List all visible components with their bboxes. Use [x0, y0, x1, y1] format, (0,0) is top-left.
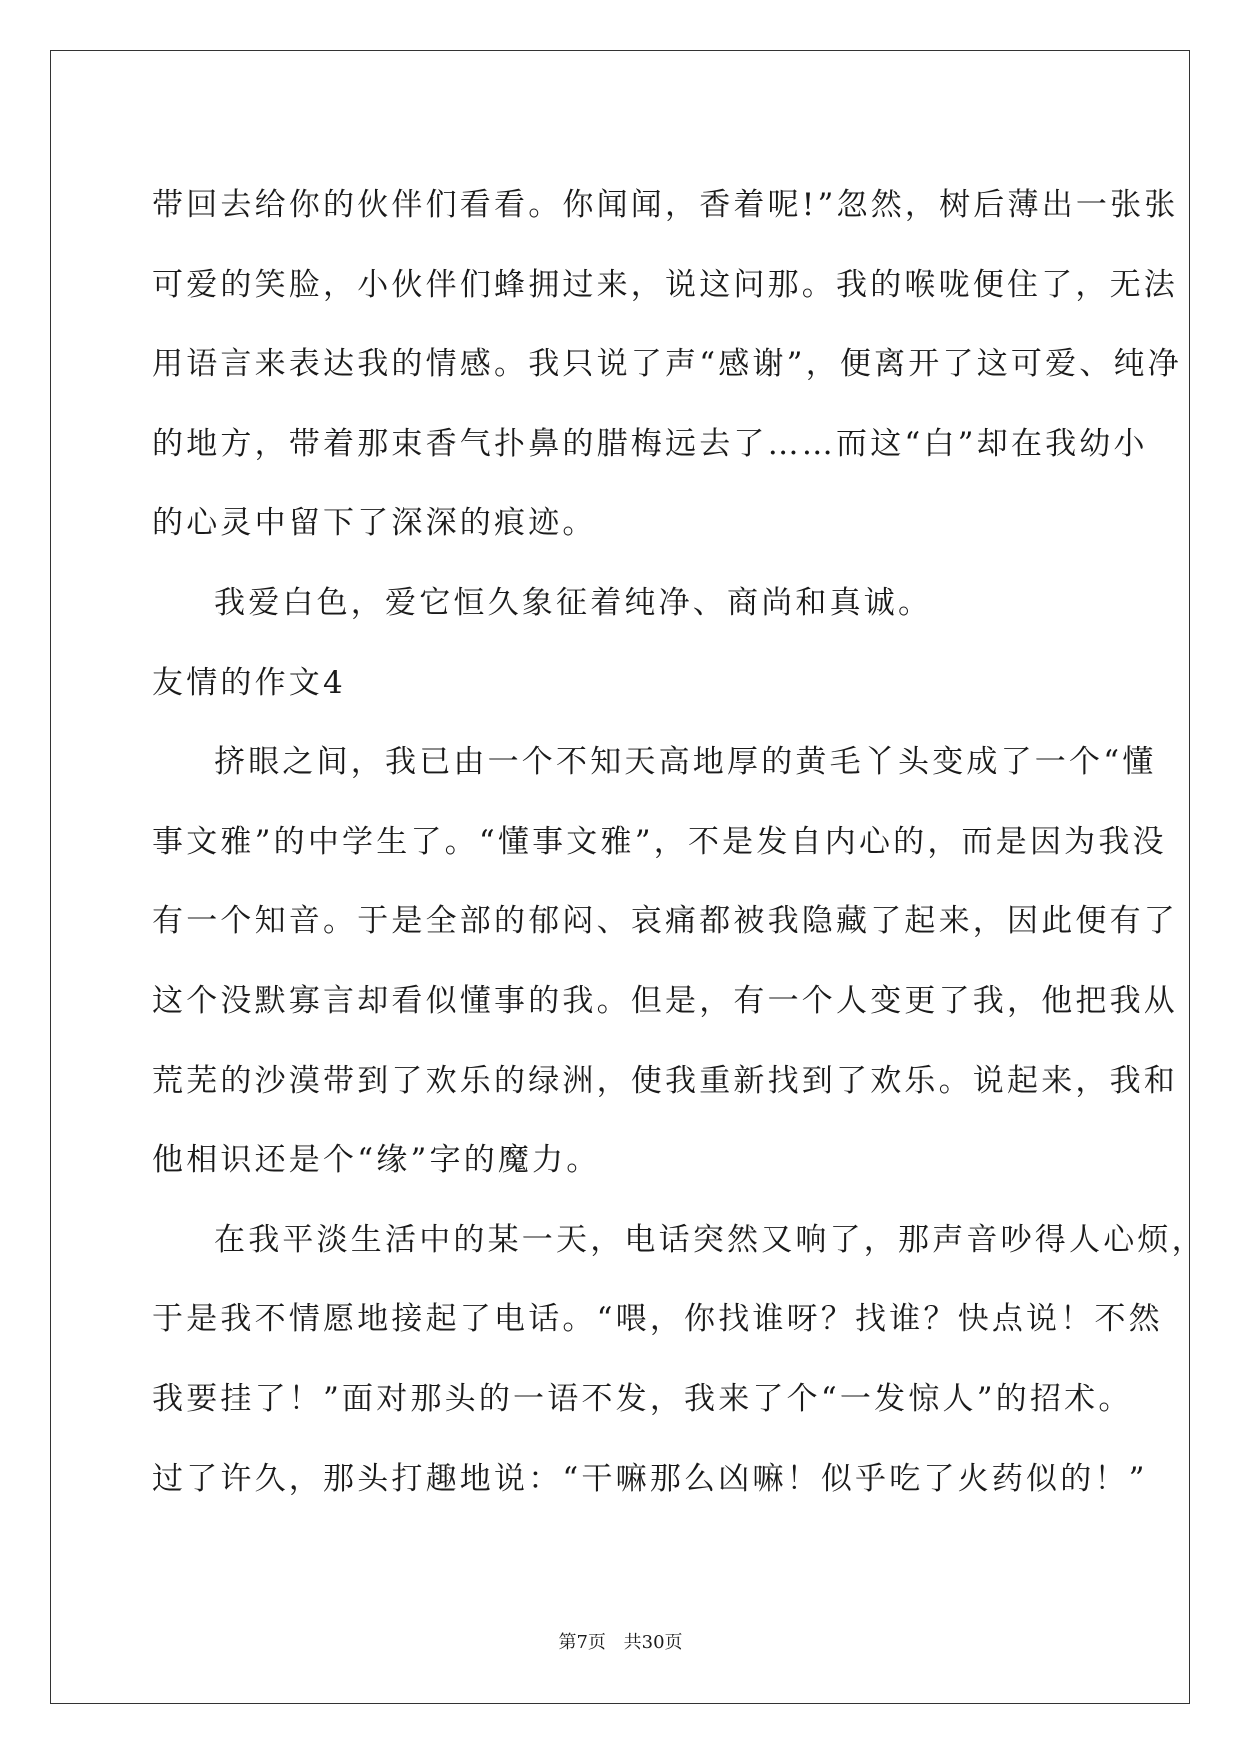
paragraph-line: 荒芜的沙漠带到了欢乐的绿洲，使我重新找到了欢乐。说起来，我和 [152, 1062, 1178, 1099]
paragraph-line: 我要挂了！”面对那头的一语不发，我来了个“一发惊人”的招术。 [152, 1380, 1133, 1417]
section-heading: 友情的作文4 [152, 664, 346, 701]
paragraph-line: 可爱的笑脸，小伙伴们蜂拥过来，说这问那。我的喉咙便住了，无法 [152, 266, 1178, 303]
paragraph-line: 我爱白色，爱它恒久象征着纯净、商尚和真诚。 [214, 584, 933, 621]
paragraph-line: 在我平淡生活中的某一天，电话突然又响了，那声音吵得人心烦， [214, 1221, 1206, 1258]
paragraph-line: 这个没默寡言却看似懂事的我。但是，有一个人变更了我，他把我从 [152, 982, 1178, 1019]
paragraph-line: 事文雅”的中学生了。“懂事文雅”，不是发自内心的，而是因为我没 [152, 823, 1167, 860]
paragraph-line: 的地方，带着那束香气扑鼻的腊梅远去了……而这“白”却在我幼小 [152, 425, 1148, 462]
page-number-total: 共30页 [623, 1632, 683, 1653]
paragraph-line: 用语言来表达我的情感。我只说了声“感谢”，便离开了这可爱、纯净 [152, 346, 1182, 383]
paragraph-line: 的心灵中留下了深深的痕迹。 [152, 505, 597, 542]
page-footer [0, 1628, 1241, 1654]
paragraph-line: 过了许久，那头打趣地说：“干嘛那么凶嘛！似乎吃了火药似的！” [152, 1460, 1148, 1497]
paragraph-line: 他相识还是个“缘”字的魔力。 [152, 1142, 601, 1179]
paragraph-line: 带回去给你的伙伴们看看。你闻闻，香着呢!”忽然，树后薄出一张张 [152, 187, 1179, 223]
paragraph-line: 挤眼之间，我已由一个不知天高地厚的黄毛丫头变成了一个“懂 [214, 744, 1157, 781]
page-number-current: 第7页 [558, 1632, 606, 1653]
document-body [152, 166, 1206, 1519]
paragraph-line: 于是我不情愿地接起了电话。“喂，你找谁呀？找谁？快点说！不然 [152, 1301, 1163, 1338]
paragraph-line: 有一个知音。于是全部的郁闷、哀痛都被我隐藏了起来，因此便有了 [152, 903, 1178, 940]
